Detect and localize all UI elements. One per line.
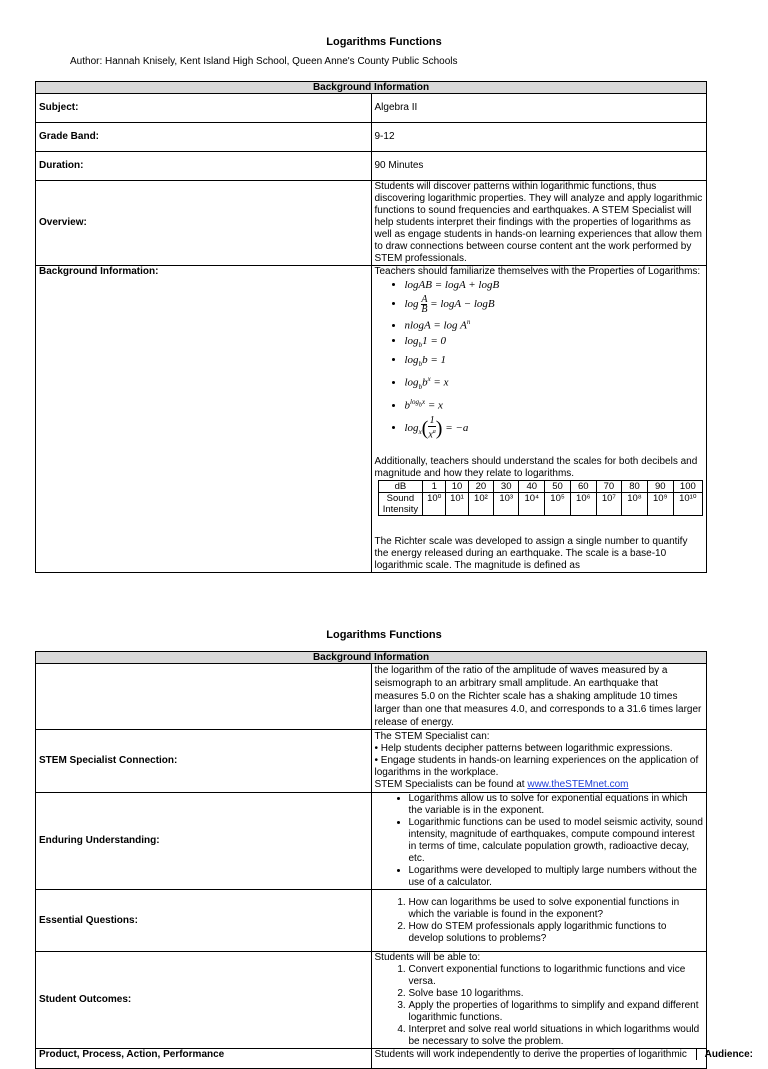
- duration-label: Duration:: [36, 152, 372, 181]
- enduring-item: • Logarithms were developed to multiply large numbers without the use of a calculator.: [409, 865, 704, 889]
- log-property: • $\log_bb^x = x$: [405, 372, 704, 395]
- stem-item: • Engage students in hands-on learning experiences on the application of logarithms in the workplace.: [374, 755, 699, 778]
- scales-text: Additionally, teachers should understand the scales for both decibels and magnitude and how they relate to logarithms.: [374, 455, 698, 479]
- lesson-table: [35, 81, 707, 573]
- product-label: Product, Process, Action, Performance: [36, 1049, 372, 1069]
- essential-item: 2. How do STEM professionals apply logarithmic functions to develop solutions to problems?: [409, 921, 704, 945]
- section-header: Background Information: [36, 82, 707, 94]
- essential-item: 1. How can logarithms be used to solve exponential functions in which the variable is found in the exponent?: [409, 897, 704, 921]
- outcome-item: 4. Interpret and solve real world situations in which logarithms would be necessary to solve the problem.: [409, 1024, 704, 1048]
- intensity-cell: 10⁴: [519, 492, 545, 515]
- enduring-label: Enduring Understanding:: [36, 793, 372, 890]
- subject-value: Algebra II: [371, 94, 707, 123]
- db-label: dB: [378, 480, 423, 492]
- db-cell: 40: [519, 480, 545, 492]
- intensity-cell: 10⁵: [545, 492, 571, 515]
- essential-content: [371, 890, 707, 952]
- outcomes-intro: Students will be able to:: [374, 952, 481, 963]
- stem-item: • Help students decipher patterns between logarithmic expressions.: [374, 743, 673, 754]
- page-title: Logarithms Functions: [326, 629, 442, 641]
- continued-text: the logarithm of the ratio of the amplitude of waves measured by a seismograph to an arbitrary small amplitude. An earthquake that measures 5.0 on the Richter scale has a shaking amplitude 10 times larger than one that measures 4.0, and corresponds to a 31.6 times larger release of energy.: [371, 664, 707, 730]
- db-row: [378, 480, 703, 492]
- overview-value: Students will discover patterns within logarithmic functions, thus discovering logarithmic properties. They will analyze and apply logarithmic functions to sound frequencies and earthquakes. A STEM Specialist will help students interpret their findings with the properties of logarithms as well as engage students in hands-on learning experiences that allow them to draw connections between course content ant the work performed by STEM professionals.: [371, 181, 707, 266]
- enduring-list: [375, 793, 704, 889]
- db-cell: 10: [446, 480, 469, 492]
- duration-value: 90 Minutes: [371, 152, 707, 181]
- stem-label: STEM Specialist Connection:: [36, 730, 372, 793]
- product-text: Students will work independently to derive the properties of logarithmic: [374, 1049, 687, 1060]
- db-cell: 70: [596, 480, 621, 492]
- intensity-cell: 10⁶: [570, 492, 596, 515]
- product-content: [371, 1049, 754, 1069]
- intensity-cell: 10⁷: [596, 492, 621, 515]
- outcome-item: 3. Apply the properties of logarithms to simplify and expand different logarithmic functions.: [409, 1000, 704, 1024]
- page-title: Logarithms Functions: [326, 36, 442, 48]
- log-property: • $\log_x$( $\frac{1}{x^a}$ ) = −a: [405, 414, 704, 446]
- background-content: [371, 266, 707, 573]
- enduring-item: • Logarithmic functions can be used to model seismic activity, sound intensity, magnitude of earthquakes, compute compound interest in terms of time, calculate population growth, radioactive decay, etc.: [409, 817, 704, 865]
- log-property: • log $\frac{A}{B}$ = logA − logB: [405, 293, 704, 315]
- log-property: • logAB = logA + logB: [405, 278, 704, 293]
- outcome-item: 1. Convert exponential functions to logarithmic functions and vice versa.: [409, 964, 704, 988]
- intensity-row: [378, 492, 703, 515]
- overview-label: Overview:: [36, 181, 372, 266]
- decibel-table: [378, 480, 704, 516]
- intensity-cell: 10⁸: [622, 492, 648, 515]
- intensity-cell: 10²: [468, 492, 493, 515]
- empty-label-cell: [36, 664, 372, 730]
- outcomes-content: [371, 952, 707, 1049]
- intensity-cell: 10³: [494, 492, 519, 515]
- db-cell: 1: [423, 480, 446, 492]
- db-cell: 20: [468, 480, 493, 492]
- log-property: • $b^{log_bx} = x$: [405, 395, 704, 414]
- stem-intro: The STEM Specialist can:: [374, 731, 490, 742]
- enduring-content: [371, 793, 707, 890]
- intensity-cell: 10¹: [446, 492, 469, 515]
- enduring-item: • Logarithms allow us to solve for exponential equations in which the variable is in the exponent.: [409, 793, 704, 817]
- audience-label: Audience:: [696, 1049, 753, 1060]
- db-cell: 80: [622, 480, 648, 492]
- db-cell: 50: [545, 480, 571, 492]
- subject-label: Subject:: [36, 94, 372, 123]
- richter-text: The Richter scale was developed to assign a single number to quantify the energy released during an earthquake. The scale is a base-10 logarithmic scale. The magnitude is defined as: [374, 535, 688, 571]
- intensity-label: Sound Intensity: [378, 492, 423, 515]
- intensity-cell: 10⁰: [423, 492, 446, 515]
- outcomes-label: Student Outcomes:: [36, 952, 372, 1049]
- section-header: Background Information: [36, 652, 707, 664]
- db-cell: 60: [570, 480, 596, 492]
- background-intro: Teachers should familiarize themselves with the Properties of Logarithms:: [374, 266, 701, 277]
- db-cell: 100: [673, 480, 702, 492]
- intensity-cell: 10¹⁰: [673, 492, 702, 515]
- log-properties-list: [375, 278, 704, 446]
- db-cell: 30: [494, 480, 519, 492]
- essential-label: Essential Questions:: [36, 890, 372, 952]
- db-cell: 90: [647, 480, 673, 492]
- stem-content: [371, 730, 707, 793]
- lesson-table-continued: [35, 651, 754, 1069]
- outcome-item: 2. Solve base 10 logarithms.: [409, 988, 704, 1000]
- log-property: • $\log_bb = 1$: [405, 353, 704, 372]
- stem-link-line: STEM Specialists can be found at www.theSTEMnet.com: [374, 779, 629, 790]
- stem-link[interactable]: www.theSTEMnet.com: [527, 779, 629, 790]
- grade-label: Grade Band:: [36, 123, 372, 152]
- author-line: Author: Hannah Knisely, Kent Island High School, Queen Anne's County Public Schools: [70, 56, 458, 67]
- outcomes-list: [375, 964, 704, 1048]
- background-label: Background Information:: [36, 266, 372, 573]
- grade-value: 9-12: [371, 123, 707, 152]
- intensity-cell: 10⁹: [647, 492, 673, 515]
- log-property: • $\log_b1 = 0$: [405, 334, 704, 353]
- essential-list: [375, 897, 704, 945]
- log-property: • $nlogA = \log A^n$: [405, 315, 704, 334]
